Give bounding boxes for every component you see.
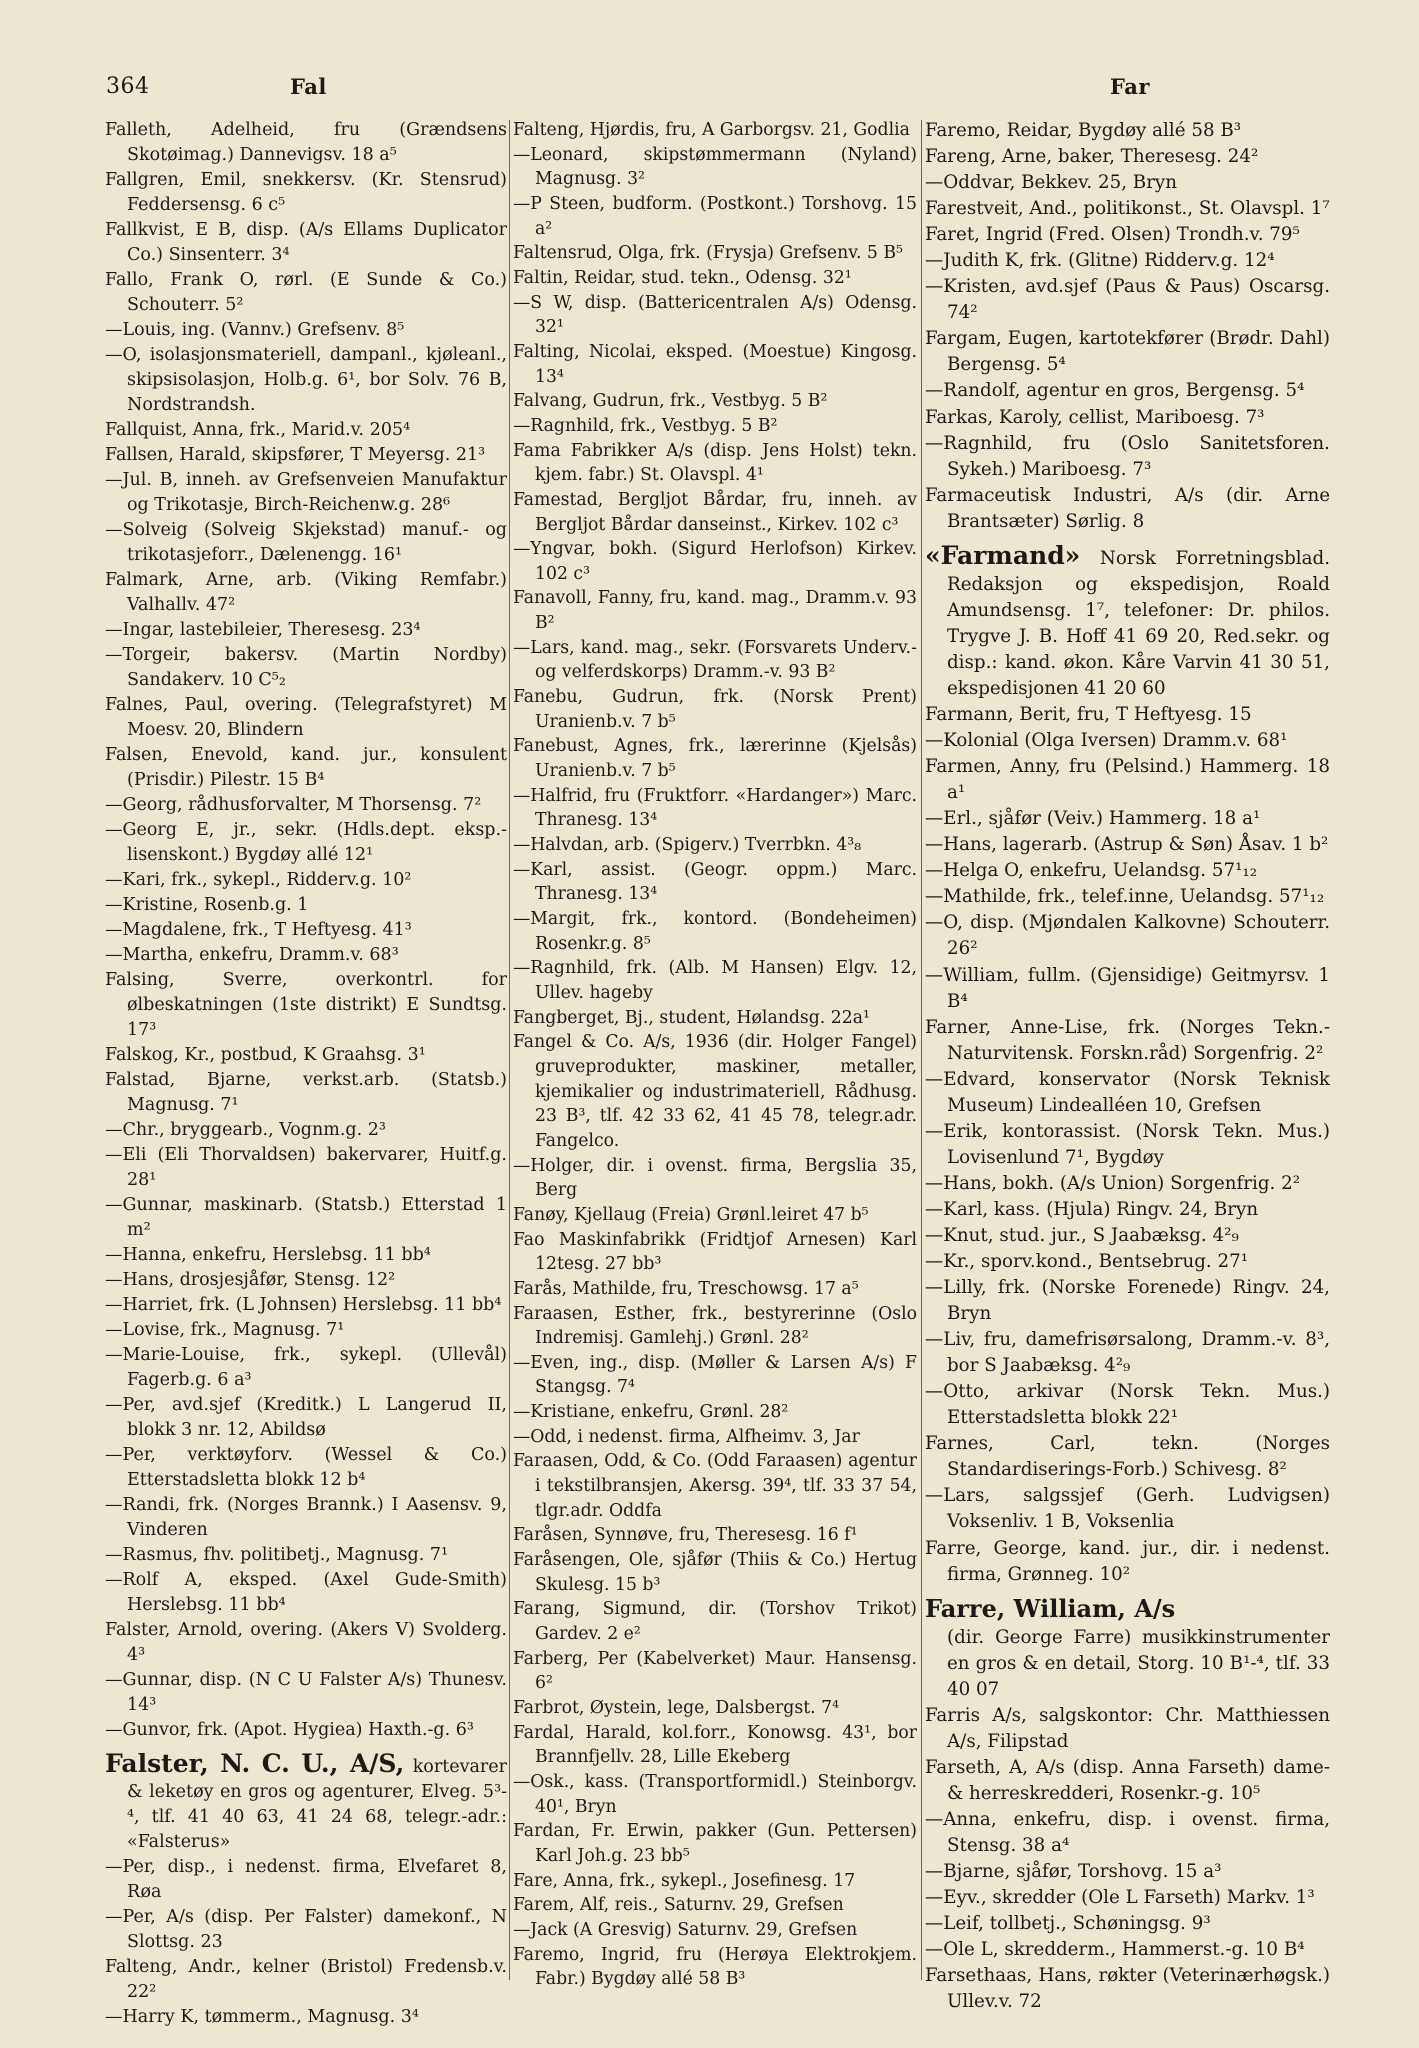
column-middle xyxy=(513,118,917,1992)
column-divider xyxy=(921,120,922,1980)
entry-text: —Hans, lagerarb. (Astrup & Søn) Åsav. 1 b² xyxy=(925,834,1329,856)
entry-text: —Ragnhild, fru (Oslo Sanitetsforen. Sykeh.) Mariboesg. 7³ xyxy=(925,432,1330,480)
directory-entry xyxy=(105,1905,507,1955)
entry-text: Fallkvist, E B, disp. (A/s Ellams Duplicator Co.) Sinsenterr. 3⁴ xyxy=(105,220,507,265)
right-guide-word: Far xyxy=(1110,74,1150,99)
directory-entry xyxy=(105,743,507,793)
directory-entry xyxy=(105,1268,507,1293)
entry-text: —Halvdan, arb. (Spigerv.) Tverrbkn. 4³₈ xyxy=(513,835,862,856)
directory-entry xyxy=(513,1869,917,1894)
entry-text: Falteng, Andr., kelner (Bristol) Fredensb.v. 22² xyxy=(105,1957,507,2002)
directory-entry xyxy=(105,518,507,568)
entry-text: Farem, Alf, reis., Saturnv. 29, Grefsen xyxy=(513,1895,844,1916)
directory-entry xyxy=(513,1449,917,1523)
directory-entry xyxy=(105,218,507,268)
directory-entry xyxy=(925,378,1330,404)
entry-text: Farmaceutisk Industri, A/s (dir. Arne Brantsæter) Sørlig. 8 xyxy=(925,484,1330,532)
directory-entry xyxy=(105,693,507,743)
directory-entry xyxy=(513,1770,917,1819)
entry-text: —Randolf, agentur en gros, Bergensg. 5⁴ xyxy=(925,380,1305,402)
directory-entry xyxy=(513,1203,917,1228)
entry-text: kortevarer & leketøy en gros og agenturer, Elveg. 5³-⁴, tlf. 41 40 63, 41 24 68, telegr.-adr.: «Falsterus» xyxy=(127,1757,507,1852)
directory-entry xyxy=(925,1327,1330,1379)
directory-entry xyxy=(105,968,507,1043)
directory-entry xyxy=(105,1443,507,1493)
column-right xyxy=(925,118,1330,2015)
directory-entry xyxy=(105,168,507,218)
directory-entry xyxy=(925,170,1330,196)
entry-text: —Ragnhild, frk., Vestbyg. 5 B² xyxy=(513,415,778,436)
directory-entry xyxy=(105,918,507,943)
entry-text: Fanebu, Gudrun, frk. (Norsk Prent) Uranienb.v. 7 b⁵ xyxy=(513,687,917,732)
entry-text: —Anna, enkefru, disp. i ovenst. firma, Stensg. 38 a⁴ xyxy=(925,1809,1330,1857)
directory-entry xyxy=(105,2005,507,2030)
directory-entry xyxy=(513,1647,917,1696)
directory-entry xyxy=(513,488,917,537)
directory-entry xyxy=(513,143,917,192)
directory-entry xyxy=(925,1171,1330,1197)
directory-entry xyxy=(513,439,917,488)
directory-entry xyxy=(925,1275,1330,1327)
directory-entry xyxy=(925,1536,1330,1588)
entry-text: Falnes, Paul, overing. (Telegrafstyret) M Moesv. 20, Blindern xyxy=(105,695,507,740)
entry-text: —Holger, dir. i ovenst. firma, Bergslia 35, Berg xyxy=(513,1155,917,1201)
entry-text: —Judith K, frk. (Glitne) Ridderv.g. 12⁴ xyxy=(925,250,1275,272)
directory-entry xyxy=(925,1119,1330,1171)
directory-entry xyxy=(925,274,1330,326)
directory-entry xyxy=(105,318,507,343)
entry-text: Farseth, A, A/s (disp. Anna Farseth) dame- & herreskredderi, Rosenkr.-g. 10⁵ xyxy=(925,1756,1330,1804)
entry-text: Fallquist, Anna, frk., Marid.v. 205⁴ xyxy=(105,420,411,440)
entry-text: Fallo, Frank O, rørl. (E Sunde & Co.) Schouterr. 5² xyxy=(105,270,507,315)
entry-text: —Gunnar, maskinarb. (Statsb.) Etterstad 1 m² xyxy=(105,1195,507,1240)
directory-entry xyxy=(925,1015,1330,1067)
directory-entry xyxy=(925,832,1330,858)
directory-entry xyxy=(105,1293,507,1318)
directory-entry xyxy=(105,1043,507,1068)
entry-text: —Halfrid, fru (Fruktforr. «Hardanger») Marc. Thranesg. 13⁴ xyxy=(513,785,917,831)
entry-text: —Torgeir, bakersv. (Martin Nordby) Sandakerv. 10 C⁵₂ xyxy=(105,645,507,690)
entry-text: Fardal, Harald, kol.forr., Konowsg. 43¹, bor Brannfjellv. 28, Lille Ekeberg xyxy=(513,1722,917,1768)
entry-text: Faremo, Ingrid, fru (Herøya Elektrokjem. Fabr.) Bygdøy allé 58 B³ xyxy=(513,1944,917,1990)
entry-text: Faråsen, Synnøve, fru, Theresesg. 16 f¹ xyxy=(513,1525,858,1546)
entry-text: Farestveit, And., politikonst., St. Olavspl. 1⁷ xyxy=(925,198,1330,220)
entry-text: —Ingar, lastebileier, Theresesg. 23⁴ xyxy=(105,620,421,640)
entry-text: —Mathilde, frk., telef.inne, Uelandsg. 57¹₁₂ xyxy=(925,886,1325,908)
directory-entry xyxy=(105,818,507,868)
directory-entry xyxy=(513,1400,917,1425)
directory-entry xyxy=(925,702,1330,728)
directory-entry xyxy=(105,1143,507,1193)
entry-text: —William, fullm. (Gjensidige) Geitmyrsv. 1 B⁴ xyxy=(925,964,1330,1012)
entry-company-name: Falster, N. C. U., A/S, xyxy=(105,1749,405,1778)
directory-entry xyxy=(105,1718,507,1743)
entry-text: Farkas, Karoly, cellist, Mariboesg. 7³ xyxy=(925,406,1265,428)
entry-text: Farås, Mathilde, fru, Treschowsg. 17 a⁵ xyxy=(513,1278,859,1299)
entry-text: Falstad, Bjarne, verkst.arb. (Statsb.) Magnusg. 7¹ xyxy=(105,1070,507,1115)
directory-entry xyxy=(513,1548,917,1597)
directory-entry xyxy=(513,241,917,266)
directory-entry xyxy=(105,618,507,643)
directory-entry xyxy=(925,540,1330,702)
entry-text: —P Steen, budform. (Postkont.) Torshovg. 15 a² xyxy=(513,193,917,239)
entry-text: Falster, Arnold, overing. (Akers V) Svolderg. 4³ xyxy=(105,1620,507,1665)
entry-text: —Per, disp., i nedenst. firma, Elvefaret 8, Røa xyxy=(105,1857,507,1902)
entry-text: —Jack (A Gresvig) Saturnv. 29, Grefsen xyxy=(513,1919,858,1940)
directory-entry xyxy=(105,1618,507,1668)
entry-text: —Lilly, frk. (Norske Forenede) Ringv. 24, Bryn xyxy=(925,1277,1330,1325)
column-divider xyxy=(509,120,510,1980)
entry-text: Farang, Sigmund, dir. (Torshov Trikot) Gardev. 2 e² xyxy=(513,1599,917,1645)
entry-text: Fangberget, Bj., student, Hølandsg. 22a¹ xyxy=(513,1007,870,1028)
directory-entry xyxy=(925,1755,1330,1807)
entry-text: Fargam, Eugen, kartotekfører (Brødr. Dahl) Bergensg. 5⁴ xyxy=(925,328,1330,376)
directory-entry xyxy=(105,1343,507,1393)
directory-entry xyxy=(105,118,507,168)
column-left xyxy=(105,118,507,2030)
entry-text: —Lars, kand. mag., sekr. (Forsvarets Underv.- og velferdskorps) Dramm.-v. 93 B² xyxy=(513,637,917,683)
entry-text: Farsethaas, Hans, røkter (Veterinærhøgsk.) Ullev.v. 72 xyxy=(925,1965,1330,2013)
entry-text: Fao Maskinfabrikk (Fridtjof Arnesen) Karl 12tesg. 27 bb³ xyxy=(513,1229,917,1275)
entry-text: Fama Fabrikker A/s (disp. Jens Holst) tekn. kjem. fabr.) St. Olavspl. 4¹ xyxy=(513,440,917,486)
entry-text: —Kristen, avd.sjef (Paus & Paus) Oscarsg. 74² xyxy=(925,276,1330,324)
entry-text: —Per, avd.sjef (Kreditk.) L Langerud II, blokk 3 nr. 12, Abildsø xyxy=(105,1395,507,1440)
directory-entry xyxy=(925,806,1330,832)
directory-entry xyxy=(513,118,917,143)
entry-text: Falmark, Arne, arb. (Viking Remfabr.) Valhallv. 47² xyxy=(105,570,507,615)
directory-entry xyxy=(105,1193,507,1243)
directory-entry xyxy=(513,537,917,586)
entry-text: Falting, Nicolai, eksped. (Moestue) Kingosg. 13⁴ xyxy=(513,341,917,387)
directory-entry xyxy=(513,586,917,635)
directory-entry xyxy=(513,1819,917,1868)
entry-text: —Gunvor, frk. (Apot. Hygiea) Haxth.-g. 6³ xyxy=(105,1720,474,1740)
entry-text: —Harriet, frk. (L Johnsen) Herslebsg. 11 bb⁴ xyxy=(105,1295,502,1315)
directory-entry xyxy=(925,326,1330,378)
directory-entry xyxy=(105,1668,507,1718)
entry-text: Falvang, Gudrun, frk., Vestbyg. 5 B² xyxy=(513,391,828,412)
entry-text: —O, isolasjonsmateriell, dampanl., kjøleanl., skipsisolasjon, Holb.g. 6¹, bor Solv. 76 B, Nordstrandsh. xyxy=(105,345,507,415)
entry-text: —Otto, arkivar (Norsk Tekn. Mus.) Etterstadsletta blokk 22¹ xyxy=(925,1381,1330,1429)
directory-entry xyxy=(513,414,917,439)
directory-entry xyxy=(105,1855,507,1905)
directory-entry xyxy=(513,266,917,291)
entry-text: —Hanna, enkefru, Herslebsg. 11 bb⁴ xyxy=(105,1245,431,1265)
entry-text: —Rasmus, fhv. politibetj., Magnusg. 7¹ xyxy=(105,1545,448,1565)
directory-entry xyxy=(513,1597,917,1646)
entry-text: Farbrot, Øystein, lege, Dalsbergst. 7⁴ xyxy=(513,1698,839,1718)
directory-entry xyxy=(105,1393,507,1443)
directory-entry xyxy=(925,248,1330,274)
entry-text: —Eyv., skredder (Ole L Farseth) Markv. 1³ xyxy=(925,1887,1315,1909)
directory-entry xyxy=(105,1568,507,1618)
entry-text: —Chr., bryggearb., Vognm.g. 2³ xyxy=(105,1120,386,1140)
entry-text: —Karl, assist. (Geogr. oppm.) Marc. Thranesg. 13⁴ xyxy=(513,859,917,905)
entry-text: —O, disp. (Mjøndalen Kalkovne) Schouterr. 26² xyxy=(925,912,1330,960)
entry-company-name: «Farmand» xyxy=(925,540,1081,570)
directory-entry xyxy=(925,431,1330,483)
entry-text: Farmann, Berit, fru, T Heftyesg. 15 xyxy=(925,704,1252,726)
directory-entry xyxy=(925,1859,1330,1885)
entry-text: —Per, A/s (disp. Per Falster) damekonf., N Slottsg. 23 xyxy=(105,1907,507,1952)
directory-entry xyxy=(105,268,507,318)
directory-entry xyxy=(513,1154,917,1203)
directory-entry xyxy=(513,956,917,1005)
entry-text: Falteng, Hjørdis, fru, A Garborgsv. 21, Godlia xyxy=(513,120,910,140)
directory-entry xyxy=(513,1943,917,1992)
entry-text: Fallgren, Emil, snekkersv. (Kr. Stensrud) Feddersensg. 6 c⁵ xyxy=(105,170,507,215)
entry-text: —Erl., sjåfør (Veiv.) Hammerg. 18 a¹ xyxy=(925,808,1261,830)
entry-text: —Kolonial (Olga Iversen) Dramm.v. 68¹ xyxy=(925,730,1288,752)
entry-text: —Oddvar, Bekkev. 25, Bryn xyxy=(925,172,1177,194)
entry-text: —Lars, salgssjef (Gerh. Ludvigsen) Voksenliv. 1 B, Voksenlia xyxy=(925,1485,1330,1533)
entry-text: —Randi, frk. (Norges Brannk.) I Aasensv. 9, Vinderen xyxy=(105,1495,507,1540)
entry-text: Faret, Ingrid (Fred. Olsen) Trondh.v. 79⁵ xyxy=(925,224,1300,246)
directory-entry xyxy=(925,405,1330,431)
directory-entry xyxy=(513,1277,917,1302)
directory-entry xyxy=(513,1425,917,1450)
directory-entry xyxy=(105,343,507,418)
directory-entry xyxy=(105,893,507,918)
directory-entry xyxy=(105,1543,507,1568)
entry-text: —Per, verktøyforv. (Wessel & Co.) Etterstadsletta blokk 12 b⁴ xyxy=(105,1445,507,1490)
directory-entry xyxy=(925,144,1330,170)
directory-entry xyxy=(105,943,507,968)
directory-entry xyxy=(513,291,917,340)
entry-text: Falsing, Sverre, overkontrl. for ølbeskatningen (1ste distrikt) E Sundtsg. 17³ xyxy=(105,970,507,1040)
entry-text: Fangel & Co. A/s, 1936 (dir. Holger Fangel) gruveprodukter, maskiner, metaller, kjemikalier og industrimateriell, Rådhusg. 23 B³, tlf. 42 33 62, 41 45 78, telegr.adr. Fangelco. xyxy=(513,1032,917,1151)
directory-entry xyxy=(105,1955,507,2005)
directory-entry xyxy=(925,1807,1330,1859)
directory-entry xyxy=(513,685,917,734)
directory-entry xyxy=(925,222,1330,248)
entry-text: Farberg, Per (Kabelverket) Maur. Hansensg. 6² xyxy=(513,1648,917,1694)
directory-entry xyxy=(925,1249,1330,1275)
entry-text: Farmen, Anny, fru (Pelsind.) Hammerg. 18 a¹ xyxy=(925,756,1330,804)
left-guide-word: Fal xyxy=(290,74,327,99)
entry-text: Faraasen, Odd, & Co. (Odd Faraasen) agentur i tekstilbransjen, Akersg. 39⁴, tlf. 33 37 54, tlgr.adr. Oddfa xyxy=(513,1451,917,1521)
directory-entry xyxy=(105,418,507,443)
entry-text: —Kr., sporv.kond., Bentsebrug. 27¹ xyxy=(925,1251,1249,1273)
entry-text: —S W, disp. (Battericentralen A/s) Odensg. 32¹ xyxy=(513,292,917,338)
directory-entry xyxy=(925,196,1330,222)
entry-text: Farre, George, kand. jur., dir. i nedenst. firma, Grønneg. 10² xyxy=(925,1537,1330,1585)
directory-entry xyxy=(513,784,917,833)
entry-text: —Hans, drosjesjåfør, Stensg. 12² xyxy=(105,1270,396,1290)
directory-entry xyxy=(925,754,1330,806)
entry-text: Faråsengen, Ole, sjåfør (Thiis & Co.) Hertug Skulesg. 15 b³ xyxy=(513,1550,917,1595)
directory-entry xyxy=(925,1223,1330,1249)
directory-entry xyxy=(513,1228,917,1277)
entry-text: —Georg, rådhusforvalter, M Thorsensg. 7² xyxy=(105,795,482,815)
entry-text: Falsen, Enevold, kand. jur., konsulent (Prisdir.) Pilestr. 15 B⁴ xyxy=(105,745,507,790)
entry-text: —Harry K, tømmerm., Magnusg. 3⁴ xyxy=(105,2007,419,2027)
directory-entry xyxy=(513,858,917,907)
entry-text: —Odd, i nedenst. firma, Alfheimv. 3, Jar xyxy=(513,1426,860,1447)
entry-text: —Ragnhild, frk. (Alb. M Hansen) Elgv. 12, Ullev. hageby xyxy=(513,958,917,1003)
directory-entry xyxy=(925,1197,1330,1223)
entry-text: —Margit, frk., kontord. (Bondeheimen) Rosenkr.g. 8⁵ xyxy=(513,909,917,954)
entry-text: —Eli (Eli Thorvaldsen) bakervarer, Huitf.g. 28¹ xyxy=(105,1145,507,1190)
entry-text: —Leonard, skipstømmermann (Nyland) Magnusg. 3² xyxy=(513,144,917,190)
entry-text: —Helga O, enkefru, Uelandsg. 57¹₁₂ xyxy=(925,860,1258,882)
directory-entry xyxy=(925,483,1330,535)
entry-text: —Kari, frk., sykepl., Ridderv.g. 10² xyxy=(105,870,412,890)
entry-text: —Lovise, frk., Magnusg. 7¹ xyxy=(105,1320,345,1340)
directory-entry xyxy=(513,636,917,685)
directory-entry xyxy=(105,868,507,893)
entry-text: Fanavoll, Fanny, fru, kand. mag., Dramm.v. 93 B² xyxy=(513,588,917,634)
directory-entry xyxy=(105,1243,507,1268)
entry-text: —Bjarne, sjåfør, Torshovg. 15 a³ xyxy=(925,1861,1222,1883)
entry-company-name: Farre, William, A/s xyxy=(925,1593,1176,1623)
entry-text: —Marie-Louise, frk., sykepl. (Ullevål) Fagerb.g. 6 a³ xyxy=(105,1345,507,1390)
directory-entry xyxy=(105,793,507,818)
directory-entry xyxy=(925,1483,1330,1535)
entry-text: Norsk Forretningsblad. Redaksjon og ekspedisjon, Roald Amundsensg. 1⁷, telefoner: Dr. philos. Trygve J. B. Hoff 41 69 20, Red.sekr. og disp.: kand. økon. Kåre Varvin 41 30 51, ekspedisjonen 41 20 60 xyxy=(947,547,1330,699)
entry-text: —Solveig (Solveig Skjekstad) manuf.- og trikotasjeforr., Dælenengg. 16¹ xyxy=(105,520,507,565)
entry-text: —Karl, kass. (Hjula) Ringv. 24, Bryn xyxy=(925,1198,1259,1220)
directory-entry xyxy=(925,1379,1330,1431)
entry-text: Fardan, Fr. Erwin, pakker (Gun. Pettersen) Karl Joh.g. 23 bb⁵ xyxy=(513,1821,917,1866)
directory-entry xyxy=(105,443,507,468)
directory-entry xyxy=(513,734,917,783)
entry-text: (dir. George Farre) musikkinstrumenter en gros & en detail, Storg. 10 B¹-⁴, tlf. 33 40 07 xyxy=(947,1626,1330,1700)
entry-text: —Kristine, Rosenb.g. 1 xyxy=(105,895,309,915)
directory-entry xyxy=(513,1351,917,1400)
entry-text: —Leif, tollbetj., Schøningsg. 9³ xyxy=(925,1913,1211,1935)
directory-entry xyxy=(513,1006,917,1031)
directory-entry xyxy=(513,907,917,956)
entry-text: —Rolf A, eksped. (Axel Gude-Smith) Herslebsg. 11 bb⁴ xyxy=(105,1570,507,1615)
entry-text: Fareng, Arne, baker, Theresesg. 24² xyxy=(925,146,1259,168)
directory-entry xyxy=(925,858,1330,884)
directory-entry xyxy=(513,389,917,414)
entry-text: —Hans, bokh. (A/s Union) Sorgenfrig. 2² xyxy=(925,1172,1301,1194)
entry-text: —Edvard, konservator (Norsk Teknisk Museum) Lindealléen 10, Grefsen xyxy=(925,1068,1330,1116)
entry-text: Fanøy, Kjellaug (Freia) Grønl.leiret 47 b⁵ xyxy=(513,1204,869,1225)
entry-text: —Yngvar, bokh. (Sigurd Herlofson) Kirkev. 102 c³ xyxy=(513,539,917,584)
entry-text: Farnes, Carl, tekn. (Norges Standardiserings-Forb.) Schivesg. 8² xyxy=(925,1433,1330,1481)
directory-entry xyxy=(925,1885,1330,1911)
directory-entry xyxy=(105,568,507,618)
entry-text: —Osk., kass. (Transportformidl.) Steinborgv. 40¹, Bryn xyxy=(513,1771,917,1817)
entry-text: Faltensrud, Olga, frk. (Frysja) Grefsenv. 5 B⁵ xyxy=(513,243,903,264)
entry-text: Faremo, Reidar, Bygdøy allé 58 B³ xyxy=(925,120,1242,141)
entry-text: —Even, ing., disp. (Møller & Larsen A/s) F Stangsg. 7⁴ xyxy=(513,1352,917,1398)
page-number: 364 xyxy=(106,74,150,99)
directory-entry xyxy=(925,884,1330,910)
entry-text: —Magdalene, frk., T Heftyesg. 41³ xyxy=(105,920,412,940)
directory-entry xyxy=(105,643,507,693)
entry-text: —Ole L, skredderm., Hammerst.-g. 10 B⁴ xyxy=(925,1939,1305,1961)
directory-entry xyxy=(925,910,1330,962)
directory-entry xyxy=(925,1703,1330,1755)
directory-entry xyxy=(925,1067,1330,1119)
directory-entry xyxy=(105,1118,507,1143)
directory-entry xyxy=(105,1493,507,1543)
directory-entry xyxy=(925,1593,1330,1703)
entry-text: Fare, Anna, frk., sykepl., Josefinesg. 17 xyxy=(513,1870,856,1891)
entry-text: —Knut, stud. jur., S Jaabæksg. 4²₉ xyxy=(925,1224,1239,1246)
entry-text: Faltin, Reidar, stud. tekn., Odensg. 32¹ xyxy=(513,267,852,288)
directory-entry xyxy=(513,1893,917,1918)
entry-text: Famestad, Bergljot Bårdar, fru, inneh. av Bergljot Bårdar danseinst., Kirkev. 102 c³ xyxy=(513,489,917,535)
entry-text: —Kristiane, enkefru, Grønl. 28² xyxy=(513,1402,789,1423)
directory-entry xyxy=(513,1918,917,1943)
entry-text: Farris A/s, salgskontor: Chr. Matthiessen A/s, Filipstad xyxy=(925,1704,1330,1752)
entry-text: Falskog, Kr., postbud, K Graahsg. 3¹ xyxy=(105,1045,426,1065)
directory-entry xyxy=(925,963,1330,1015)
directory-entry xyxy=(513,340,917,389)
entry-text: —Liv, fru, damefrisørsalong, Dramm.-v. 8³, bor S Jaabæksg. 4²₉ xyxy=(925,1329,1330,1377)
directory-entry xyxy=(925,1431,1330,1483)
directory-entry xyxy=(105,1318,507,1343)
entry-text: Fallsen, Harald, skipsfører, T Meyersg. 21³ xyxy=(105,445,486,465)
directory-entry xyxy=(105,468,507,518)
directory-entry xyxy=(925,1963,1330,2015)
entry-text: Farner, Anne-Lise, frk. (Norges Tekn.-Naturvitensk. Forskn.råd) Sorgenfrig. 2² xyxy=(925,1016,1330,1064)
directory-entry xyxy=(513,833,917,858)
directory-entry xyxy=(925,118,1330,144)
entry-text: —Louis, ing. (Vannv.) Grefsenv. 8⁵ xyxy=(105,320,405,340)
entry-text: —Erik, kontorassist. (Norsk Tekn. Mus.) Lovisenlund 7¹, Bygdøy xyxy=(925,1120,1330,1168)
entry-text: Fanebust, Agnes, frk., lærerinne (Kjelsås) Uranienb.v. 7 b⁵ xyxy=(513,736,917,782)
directory-entry xyxy=(513,1030,917,1153)
directory-entry xyxy=(925,1911,1330,1937)
directory-entry xyxy=(925,728,1330,754)
directory-entry xyxy=(513,192,917,241)
entry-text: —Georg E, jr., sekr. (Hdls.dept. eksp.-lisenskont.) Bygdøy allé 12¹ xyxy=(105,820,507,865)
entry-text: —Martha, enkefru, Dramm.v. 68³ xyxy=(105,945,399,965)
directory-entry xyxy=(513,1721,917,1770)
entry-text: —Jul. B, inneh. av Grefsenveien Manufaktur og Trikotasje, Birch-Reichenw.g. 28⁶ xyxy=(105,470,507,515)
entry-text: —Gunnar, disp. (N C U Falster A/s) Thunesv. 14³ xyxy=(105,1670,507,1715)
directory-entry xyxy=(105,1751,507,1855)
directory-entry xyxy=(513,1696,917,1721)
directory-entry xyxy=(513,1523,917,1548)
directory-entry xyxy=(513,1302,917,1351)
entry-text: Faraasen, Esther, frk., bestyrerinne (Oslo Indremisj. Gamlehj.) Grønl. 28² xyxy=(513,1303,917,1349)
entry-text: Falleth, Adelheid, fru (Grændsens Skotøimag.) Dannevigsv. 18 a⁵ xyxy=(105,120,507,165)
directory-entry xyxy=(105,1068,507,1118)
directory-entry xyxy=(925,1937,1330,1963)
